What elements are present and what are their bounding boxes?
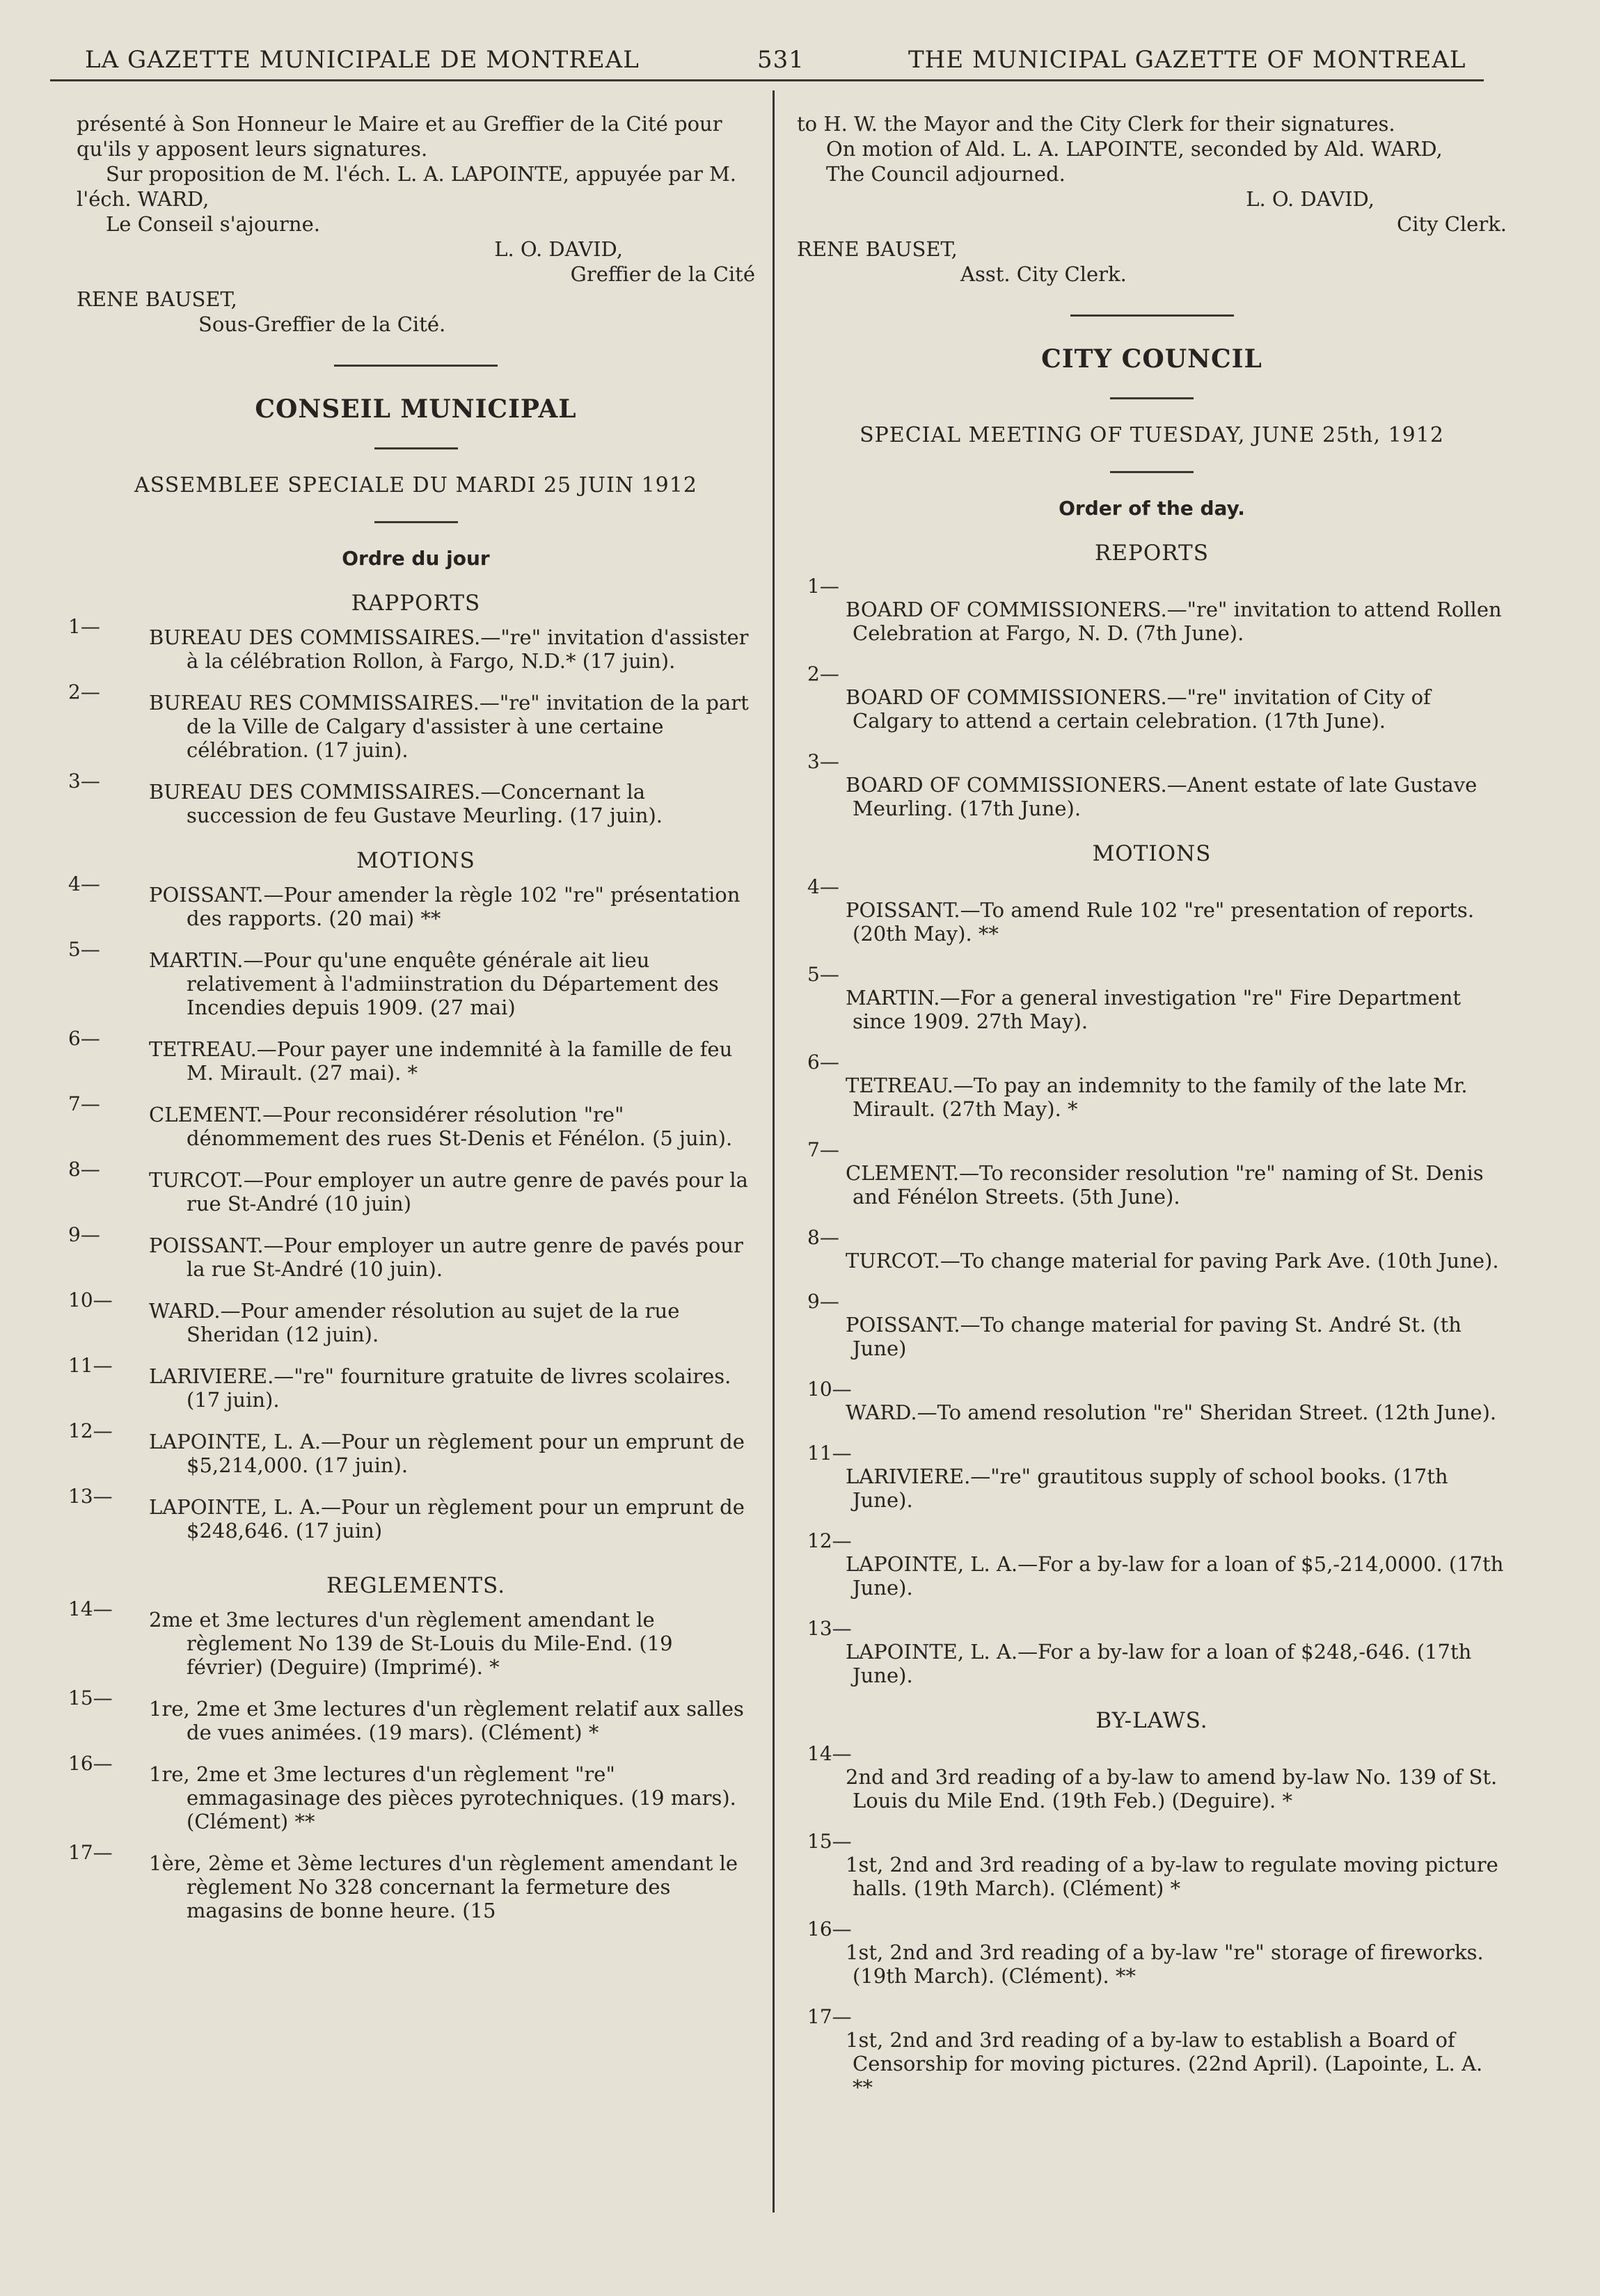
reports-title: RAPPORTS: [351, 591, 481, 616]
item-text: WARD.—To amend resolution "re" Sheridan Street. (12th June).: [846, 1401, 1497, 1424]
item-number: 11—: [68, 1354, 113, 1377]
list-item: [68, 1158, 755, 1215]
item-number: 16—: [807, 1918, 852, 1940]
item-number: 9—: [807, 1290, 839, 1313]
item-text: WARD.—Pour amender résolution au sujet de la rue Sheridan (12 juin).: [149, 1299, 680, 1346]
list-item: [68, 770, 755, 827]
item-number: 15—: [68, 1687, 113, 1709]
intro-paragraph: On motion of Ald. L. A. LAPOINTE, seconded by Ald. WARD,: [826, 137, 1443, 161]
item-text: POISSANT.—Pour amender la règle 102 "re" présentation des rapports. (20 mai) **: [149, 883, 740, 930]
item-number: 14—: [68, 1597, 113, 1620]
item-text: 1st, 2nd and 3rd reading of a by-law "re" storage of fireworks. (19th March). (Clément). **: [846, 1940, 1484, 1988]
item-text: BOARD OF COMMISSIONERS.—"re" invitation of City of Calgary to attend a certain celebration. (17th June).: [846, 685, 1431, 733]
item-number: 1—: [807, 575, 839, 598]
list-item: [68, 1354, 755, 1412]
list-item: [68, 1841, 755, 1922]
item-number: 12—: [807, 1529, 852, 1552]
list-item: [797, 575, 1507, 645]
item-text: 1st, 2nd and 3rd reading of a by-law to regulate moving picture halls. (19th March). (Clément) *: [846, 1853, 1498, 1900]
bylaws-title: BY-LAWS.: [1095, 1708, 1208, 1733]
item-number: 15—: [807, 1830, 852, 1853]
list-item: [68, 1092, 755, 1150]
list-item: [797, 1442, 1507, 1512]
council-heading: CONSEIL MUNICIPAL: [255, 394, 577, 424]
item-number: 6—: [68, 1027, 100, 1050]
list-item: [797, 1918, 1507, 1988]
item-number: 2—: [807, 662, 839, 685]
item-text: 2nd and 3rd reading of a by-law to amend by-law No. 139 of St. Louis du Mile End. (19th Feb.) (Deguire). *: [846, 1765, 1498, 1812]
item-number: 3—: [807, 750, 839, 773]
list-item: [797, 964, 1507, 1033]
header-title-french: LA GAZETTE MUNICIPALE DE MONTREAL: [85, 46, 640, 74]
subheading-rule: [374, 521, 458, 523]
item-text: TURCOT.—To change material for paving Park Ave. (10th June).: [846, 1249, 1499, 1273]
list-item: [68, 680, 755, 762]
intro-paragraph: Le Conseil s'ajourne.: [106, 212, 320, 236]
signature-name: L. O. DAVID,: [1246, 187, 1375, 211]
header-rule: [50, 79, 1484, 81]
item-text: TETREAU.—Pour payer une indemnité à la famille de feu M. Mirault. (27 mai). *: [149, 1037, 733, 1085]
motions-title: MOTIONS: [356, 848, 475, 873]
council-heading: CITY COUNCIL: [1041, 344, 1262, 374]
item-text: LARIVIERE.—"re" grautitous supply of school books. (17th June).: [846, 1465, 1448, 1512]
intro-paragraph: to H. W. the Mayor and the City Clerk for their signatures.: [797, 112, 1395, 136]
item-number: 13—: [807, 1617, 852, 1640]
item-text: BUREAU DES COMMISSAIRES.—Concernant la succession de feu Gustave Meurling. (17 juin).: [149, 780, 663, 827]
intro-paragraph: The Council adjourned.: [826, 162, 1066, 186]
item-text: MARTIN.—Pour qu'une enquête générale ait lieu relativement à l'admiinstration du Département des Incendies depuis 1909. (27 mai): [149, 948, 719, 1019]
list-item: [68, 872, 755, 930]
motions-title: MOTIONS: [1092, 841, 1212, 866]
item-number: 17—: [807, 2005, 852, 2028]
item-number: 4—: [68, 872, 100, 895]
item-number: 8—: [807, 1226, 839, 1249]
item-text: TETREAU.—To pay an indemnity to the family of the late Mr. Mirault. (27th May). *: [846, 1074, 1468, 1121]
page-number: 531: [757, 46, 805, 74]
item-text: LAPOINTE, L. A.—For a by-law for a loan of $5,-214,0000. (17th June).: [846, 1552, 1504, 1600]
subheading-rule: [1110, 471, 1194, 473]
list-item: [68, 1485, 755, 1542]
order-of-day-title: Ordre du jour: [342, 547, 490, 570]
assistant-signature-name: RENE BAUSET,: [77, 287, 237, 311]
column-divider: [773, 90, 775, 2213]
list-item: [68, 1289, 755, 1346]
list-item: [797, 2006, 1507, 2099]
item-text: BOARD OF COMMISSIONERS.—Anent estate of late Gustave Meurling. (17th June).: [846, 773, 1478, 820]
item-text: 1re, 2me et 3me lectures d'un règlement "re" emmagasinage des pièces pyrotechniques. (19 mars). (Clément) **: [149, 1762, 736, 1833]
assistant-signature-name: RENE BAUSET,: [797, 237, 958, 261]
meeting-subheading: ASSEMBLEE SPECIALE DU MARDI 25 JUIN 1912: [134, 473, 697, 497]
item-text: LARIVIERE.—"re" fourniture gratuite de livres scolaires. (17 juin).: [149, 1364, 731, 1412]
list-item: [68, 615, 755, 673]
item-number: 2—: [68, 680, 100, 703]
list-item: [797, 1618, 1507, 1687]
item-text: LAPOINTE, L. A.—For a by-law for a loan of $248,-646. (17th June).: [846, 1640, 1472, 1687]
item-number: 3—: [68, 770, 100, 792]
item-text: 2me et 3me lectures d'un règlement amendant le règlement No 139 de St-Louis du Mile-End. (19 février) (Deguire) (Imprimé). *: [149, 1608, 673, 1679]
item-text: BOARD OF COMMISSIONERS.—"re" invitation to attend Rollen Celebration at Fargo, N. D. (7th June).: [846, 598, 1502, 645]
signature-title: City Clerk.: [1397, 212, 1507, 236]
page-header: [0, 46, 1600, 88]
item-text: POISSANT.—To amend Rule 102 "re" presentation of reports. (20th May). **: [846, 898, 1475, 946]
item-number: 5—: [68, 938, 100, 961]
item-number: 12—: [68, 1419, 113, 1442]
item-number: 16—: [68, 1752, 113, 1775]
bylaws-title: REGLEMENTS.: [326, 1573, 506, 1598]
item-number: 4—: [807, 875, 839, 898]
item-number: 10—: [807, 1378, 852, 1401]
item-number: 7—: [807, 1138, 839, 1161]
list-item: [797, 1378, 1507, 1424]
header-title-english: THE MUNICIPAL GAZETTE OF MONTREAL: [908, 46, 1466, 74]
list-item: [797, 1530, 1507, 1600]
list-item: [797, 1139, 1507, 1209]
reports-title: REPORTS: [1095, 541, 1209, 566]
item-number: 14—: [807, 1742, 852, 1765]
item-text: LAPOINTE, L. A.—Pour un règlement pour un emprunt de $5,214,000. (17 juin).: [149, 1430, 745, 1477]
section-rule: [334, 365, 498, 367]
item-number: 7—: [68, 1092, 100, 1115]
order-of-day-title: Order of the day.: [1059, 497, 1245, 520]
item-text: POISSANT.—Pour employer un autre genre de pavés pour la rue St-André (10 juin).: [149, 1234, 743, 1281]
signature-title: Greffier de la Cité: [570, 262, 755, 286]
assistant-signature-title: Sous-Greffier de la Cité.: [198, 312, 446, 336]
item-number: 8—: [68, 1158, 100, 1181]
item-text: CLEMENT.—Pour reconsidérer résolution "re" dénommement des rues St-Denis et Fénélon. (5 juin).: [149, 1103, 733, 1150]
signature-name: L. O. DAVID,: [494, 237, 623, 261]
list-item: [797, 1743, 1507, 1812]
heading-rule: [1110, 397, 1194, 399]
item-text: 1re, 2me et 3me lectures d'un règlement relatif aux salles de vues animées. (19 mars). (Clément) *: [149, 1697, 744, 1744]
list-item: [797, 1051, 1507, 1121]
list-item: [797, 876, 1507, 946]
item-text: 1ère, 2ème et 3ème lectures d'un règlement amendant le règlement No 328 concernant la fermeture des magasins de bonne heure. (15: [149, 1851, 738, 1922]
list-item: [68, 1419, 755, 1477]
french-column: [68, 111, 755, 1940]
item-text: CLEMENT.—To reconsider resolution "re" naming of St. Denis and Fénélon Streets. (5th June).: [846, 1161, 1484, 1209]
item-text: 1st, 2nd and 3rd reading of a by-law to establish a Board of Censorship for moving pictures. (22nd April). (Lapointe, L. A. **: [846, 2028, 1483, 2099]
item-text: BUREAU DES COMMISSAIRES.—"re" invitation d'assister à la célébration Rollon, à Fargo, N.D.* (17 juin).: [149, 625, 749, 673]
list-item: [797, 1831, 1507, 1900]
item-text: LAPOINTE, L. A.—Pour un règlement pour un emprunt de $248,646. (17 juin): [149, 1495, 745, 1542]
heading-rule: [374, 447, 458, 449]
section-rule: [1070, 314, 1234, 317]
item-number: 13—: [68, 1485, 113, 1508]
list-item: [797, 1227, 1507, 1273]
list-item: [68, 1597, 755, 1679]
list-item: [68, 1223, 755, 1281]
item-number: 17—: [68, 1841, 113, 1864]
item-number: 6—: [807, 1051, 839, 1074]
list-item: [68, 938, 755, 1019]
item-number: 1—: [68, 615, 100, 638]
item-text: POISSANT.—To change material for paving St. André St. (th June): [846, 1313, 1462, 1360]
item-text: BUREAU RES COMMISSAIRES.—"re" invitation de la part de la Ville de Calgary d'assister à une certaine célébration. (17 juin).: [149, 691, 749, 762]
intro-paragraph: présenté à Son Honneur le Maire et au Greffier de la Cité pour qu'ils y apposent leurs signatures.: [77, 112, 722, 161]
intro-paragraph: Sur proposition de M. l'éch. L. A. LAPOINTE, appuyée par M. l'éch. WARD,: [77, 162, 737, 211]
list-item: [68, 1687, 755, 1744]
item-text: MARTIN.—For a general investigation "re" Fire Department since 1909. 27th May).: [846, 986, 1462, 1033]
list-item: [797, 663, 1507, 733]
item-text: TURCOT.—Pour employer un autre genre de pavés pour la rue St-André (10 juin): [149, 1168, 748, 1215]
list-item: [68, 1027, 755, 1085]
list-item: [797, 1291, 1507, 1360]
item-number: 9—: [68, 1223, 100, 1246]
item-number: 11—: [807, 1442, 852, 1465]
list-item: [68, 1752, 755, 1833]
item-number: 10—: [68, 1289, 113, 1312]
english-column: [797, 111, 1507, 2117]
list-item: [797, 751, 1507, 820]
item-number: 5—: [807, 963, 839, 986]
assistant-signature-title: Asst. City Clerk.: [960, 262, 1127, 286]
meeting-subheading: SPECIAL MEETING OF TUESDAY, JUNE 25th, 1912: [860, 423, 1444, 447]
